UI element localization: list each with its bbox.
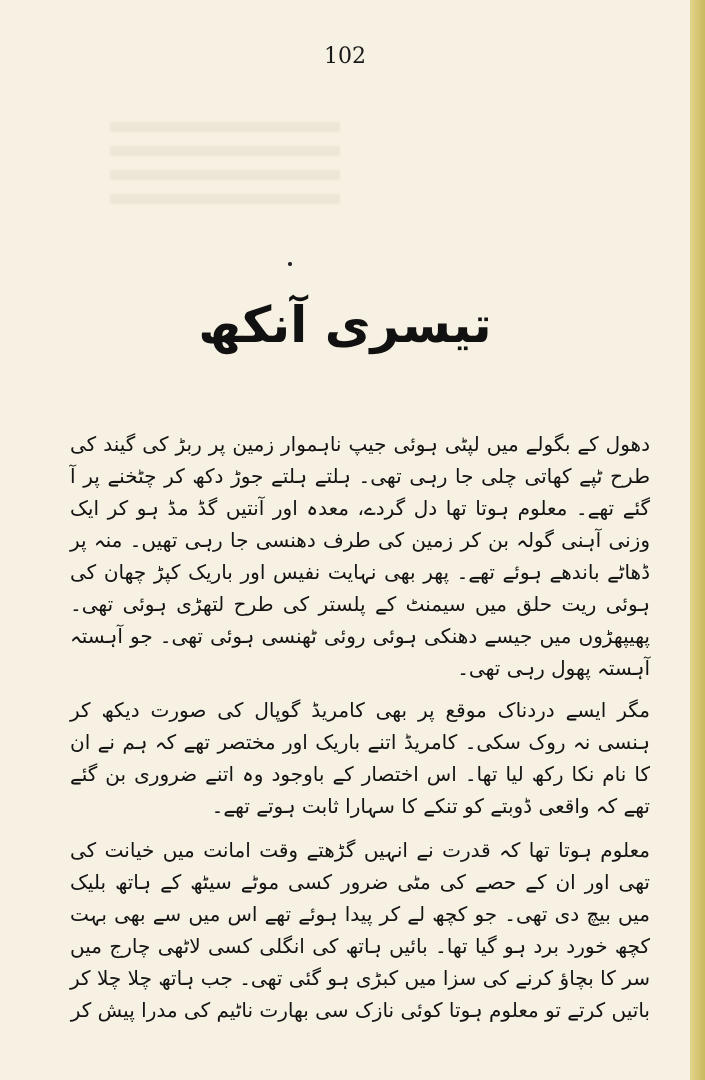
page-number: 102 xyxy=(324,44,366,69)
paragraph-2: مگر ایسے دردناک موقع پر بھی کامریڈ گوپال کی صورت دیکھ کر ہنسی نہ روک سکی۔ کامریڈ اتنے باریک اور مختصر تھے کہ ہم نے ان کا نام نکا رکھ لیا تھا۔ اس اختصار کے باوجود وہ اتنے ضروری بن گئے تھے کہ واقعی ڈوبتے کو تنکے کا سہارا ثابت ہوتے تھے۔ xyxy=(70,698,650,818)
body-text xyxy=(70,428,650,1026)
paragraph-3: معلوم ہوتا تھا کہ قدرت نے انہیں گڑھتے وقت امانت میں خیانت کی تھی اور ان کے حصے کی مٹی ضرور کسی موٹے سیٹھ کے ہاتھ بلیک میں بیچ دی تھی۔ جو کچھ لے کر پیدا ہوئے تھے اس میں سے بھی بہت کچھ خورد برد ہو گیا تھا۔ بائیں ہاتھ کی انگلی کسی لاٹھی چارج میں سر کا بچاؤ کرنے کی سزا میں کبڑی ہو گئی تھی۔ جب ہاتھ چلا چلا کر باتیں کرتے تو معلوم ہوتا کوئی نازک سی بھارت ناٹیم کی مدرا پیش کر xyxy=(70,838,650,1022)
page-edge xyxy=(690,0,705,1080)
ornament-dot xyxy=(288,262,292,266)
story-title: تیسری آنکھ xyxy=(198,296,492,354)
bleed-through-text xyxy=(110,108,340,218)
paragraph-1: دھول کے بگولے میں لپٹی ہوئی جیپ ناہموار زمین پر ربڑ کی گیند کی طرح ٹپے کھاتی چلی جا رہی تھی۔ ہلتے ہلتے جوڑ دکھ کر چٹخنے پر آ گئے تھے۔ معلوم ہوتا تھا دل گردے، معدہ اور آنتیں گڈ مڈ ہو کر ایک وزنی آہنی گولہ بن کر زمین کی طرف دھنسی جا رہی تھیں۔ منہ پر ڈھاٹے باندھے ہوئے تھے۔ پھر بھی نہایت نفیس اور باریک کپڑ چھان کی ہوئی ریت حلق میں سیمنٹ کے پلستر کی طرح لتھڑی ہوئی تھی۔ پھیپھڑوں میں جیسے دھنکی ہوئی روئی ٹھنسی ہوئی تھی۔ جو آہستہ آہستہ پھول رہی تھی۔ xyxy=(70,432,651,680)
